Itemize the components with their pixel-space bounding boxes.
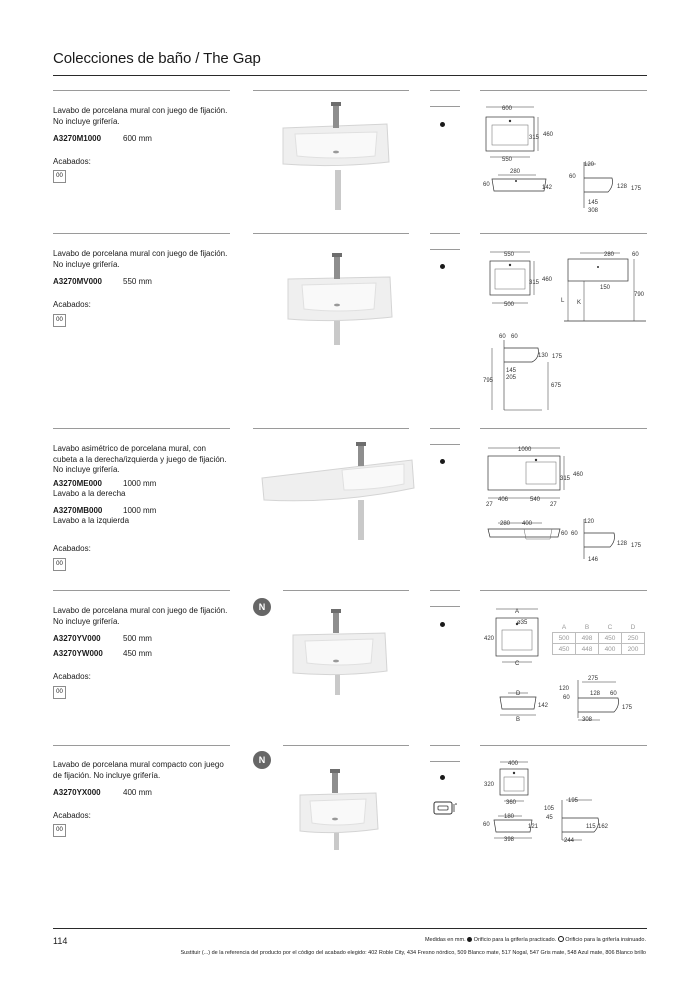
section-rule xyxy=(480,590,647,591)
dim-width-inner: 360 xyxy=(506,800,517,806)
washbasin-photo xyxy=(290,765,390,850)
page-title: Colecciones de baño / The Gap xyxy=(53,50,261,67)
product-description: Lavabo asimétrico de porcelana mural, con cubeta a la derecha/izquierda y juego de fijación. No incluye grifería. xyxy=(53,444,227,474)
section-rule xyxy=(253,233,409,234)
dim: 60 xyxy=(563,695,570,701)
dim-depth: 320 xyxy=(484,782,495,788)
dim: 244 xyxy=(564,838,575,844)
washbasin-photo xyxy=(280,245,400,345)
product-size: 600 mm xyxy=(123,134,152,143)
dim-a: A xyxy=(515,609,520,615)
product-variant-note: Lavabo a la izquierda xyxy=(53,516,130,525)
top-view-diagram xyxy=(478,103,558,163)
section-rule xyxy=(430,606,460,607)
section-rule xyxy=(53,745,230,746)
dim: 60 xyxy=(511,334,518,340)
product-description: Lavabo de porcelana mural compacto con juego de fijación. No incluye grifería. xyxy=(53,760,224,780)
product-size: 450 mm xyxy=(123,649,152,658)
finishes-label: Acabados: xyxy=(53,672,91,681)
dim-depth: 460 xyxy=(542,277,553,283)
dim: 150 xyxy=(600,285,611,291)
dim: 128 xyxy=(617,184,628,190)
table-cell: 498 xyxy=(576,633,599,644)
section-rule xyxy=(253,428,409,429)
legend-measures: Medidas en mm. xyxy=(424,937,466,943)
dim-width: 1000 xyxy=(518,447,532,453)
wall-mount-diagram xyxy=(560,247,650,327)
dim: 60 xyxy=(569,174,576,180)
product-code: A3270ME000 xyxy=(53,479,102,488)
dim: 540 xyxy=(530,497,541,503)
top-view-diagram xyxy=(482,604,552,668)
top-view-diagram xyxy=(482,757,542,809)
dim: 280 xyxy=(500,521,511,527)
dim: K xyxy=(577,300,582,306)
dim-holes: 280 xyxy=(510,169,521,175)
product-description: Lavabo de porcelana mural con juego de fijación. No incluye grifería. xyxy=(53,106,228,126)
tap-hole-drilled-icon xyxy=(440,264,445,269)
legend-filled: Orificio para la grifería practicado. xyxy=(473,937,557,943)
product-code-row xyxy=(53,134,152,144)
product-size: 1000 mm xyxy=(123,506,157,515)
dim: 128 xyxy=(617,541,628,547)
dim: 175 xyxy=(622,705,633,711)
dim: 121 xyxy=(528,824,539,830)
section-rule xyxy=(53,90,230,91)
dim-offset: 60 xyxy=(483,182,490,188)
product-code-row xyxy=(53,277,152,287)
dim: 145 xyxy=(506,368,517,374)
top-view-diagram xyxy=(480,442,584,508)
dim: 27 xyxy=(550,502,557,508)
dim: 790 xyxy=(634,292,645,298)
finish-swatch[interactable]: 00 xyxy=(53,686,66,699)
dim-width: 600 xyxy=(502,106,513,112)
product-code: A3270MB000 xyxy=(53,506,103,515)
section-rule xyxy=(53,428,230,429)
section-rule xyxy=(430,590,460,591)
dim: 27 xyxy=(486,502,493,508)
product-size: 1000 mm xyxy=(123,479,157,488)
dim: 130 xyxy=(538,353,549,359)
dim: 280 xyxy=(604,252,615,258)
legend-open: Orificio para la grifería insinuado. xyxy=(565,937,646,943)
dim: 675 xyxy=(551,383,562,389)
dim: 105 xyxy=(544,806,555,812)
dim-b: B xyxy=(516,717,521,723)
dim: 195 xyxy=(568,798,579,804)
dim-depth: 420 xyxy=(484,636,495,642)
table-cell: 250 xyxy=(622,633,645,644)
table-row xyxy=(553,644,645,655)
table-row xyxy=(553,633,645,644)
dim-width: 550 xyxy=(504,252,515,258)
product-code: A3270YV000 xyxy=(53,634,101,643)
dim: 308 xyxy=(588,208,599,214)
section-rule xyxy=(430,761,460,762)
section-rule xyxy=(430,249,460,250)
dim-hole: ø35 xyxy=(517,620,528,626)
washbasin-photo xyxy=(275,100,395,210)
table-cell: 200 xyxy=(622,644,645,655)
dim: 162 xyxy=(598,824,609,830)
dim: 128 xyxy=(590,691,601,697)
dim: 180 xyxy=(504,814,515,820)
product-code: A3270YX000 xyxy=(53,788,101,797)
dim: 308 xyxy=(582,717,593,723)
table-cell: 448 xyxy=(576,644,599,655)
dim: 406 xyxy=(498,497,509,503)
product-code: A3270MV000 xyxy=(53,277,102,286)
dimension-table xyxy=(552,622,645,655)
table-header: D xyxy=(630,623,636,631)
product-code-row xyxy=(53,634,152,644)
footer-rule xyxy=(53,928,647,929)
dim: 60 xyxy=(632,252,639,258)
product-variant-note: Lavabo a la derecha xyxy=(53,489,126,498)
dim: 142 xyxy=(538,703,549,709)
section-rule xyxy=(430,106,460,107)
dim: 60 xyxy=(499,334,506,340)
section-rule xyxy=(480,745,647,746)
legend xyxy=(425,936,646,943)
dim-c: C xyxy=(515,661,520,667)
dim-depth: 460 xyxy=(573,472,584,478)
front-view-diagram xyxy=(480,165,560,200)
finishes-label: Acabados: xyxy=(53,544,91,553)
dim-width: 400 xyxy=(508,761,519,767)
dim: 146 xyxy=(588,557,599,563)
finishes-label: Acabados: xyxy=(53,300,91,309)
section-rule xyxy=(283,745,409,746)
finishes-label: Acabados: xyxy=(53,157,91,166)
table-header: A xyxy=(561,623,567,631)
dim: 60 xyxy=(571,531,578,537)
dim: 175 xyxy=(631,186,642,192)
section-rule xyxy=(253,90,409,91)
product-size: 550 mm xyxy=(123,277,152,286)
dim: 60 xyxy=(610,691,617,697)
table-header: C xyxy=(607,623,613,631)
product-size: 400 mm xyxy=(123,788,152,797)
top-view-diagram xyxy=(478,247,558,309)
dim: 400 xyxy=(522,521,533,527)
product-code-row xyxy=(53,479,156,489)
finish-swatch[interactable]: 00 xyxy=(53,824,66,837)
table-cell: 500 xyxy=(553,633,576,644)
side-view-diagram xyxy=(542,794,642,846)
dim: 115 xyxy=(586,824,596,830)
dim: 120 xyxy=(559,686,570,692)
dim-height: 142 xyxy=(542,185,553,191)
section-rule xyxy=(430,233,460,234)
dim: 275 xyxy=(588,676,599,682)
table-header: B xyxy=(584,623,590,631)
finishes-label: Acabados: xyxy=(53,811,91,820)
dim-depth-inner: 315 xyxy=(529,280,540,286)
dim-width-inner: 550 xyxy=(502,157,513,163)
title-rule xyxy=(53,75,647,76)
product-code-row xyxy=(53,506,156,516)
washbasin-photo xyxy=(258,440,418,540)
finish-swatch[interactable]: 00 xyxy=(53,314,66,327)
section-rule xyxy=(430,90,460,91)
section-rule xyxy=(480,90,647,91)
open-dot-icon xyxy=(558,936,564,942)
tap-hole-drilled-icon xyxy=(440,122,445,127)
dim-depth: 460 xyxy=(543,132,554,138)
new-badge: N xyxy=(253,751,271,769)
dim: 60 xyxy=(483,822,490,828)
dim: 145 xyxy=(588,200,599,206)
product-code-row xyxy=(53,788,152,798)
product-description: Lavabo de porcelana mural con juego de fijación. No incluye grifería. xyxy=(53,606,228,626)
tap-hole-drilled-icon xyxy=(440,622,445,627)
finish-swatch[interactable]: 00 xyxy=(53,558,66,571)
page-number: 114 xyxy=(53,936,68,946)
dim: 60 xyxy=(561,531,568,537)
dim: 45 xyxy=(546,815,553,821)
dim: 175 xyxy=(552,354,563,360)
side-view-diagram xyxy=(558,672,648,724)
section-rule xyxy=(283,590,409,591)
filled-dot-icon xyxy=(467,937,472,942)
dim: 205 xyxy=(506,375,517,381)
section-rule xyxy=(480,428,647,429)
tap-hole-drilled-icon xyxy=(440,459,445,464)
dim: 398 xyxy=(504,837,515,843)
front-view-diagram xyxy=(484,515,574,545)
dim: L xyxy=(561,298,565,304)
dim-depth-inner: 315 xyxy=(560,476,571,482)
dim-depth-inner: 315 xyxy=(529,135,540,141)
section-rule xyxy=(53,590,230,591)
section-rule xyxy=(430,745,460,746)
dim: 175 xyxy=(631,543,642,549)
section-rule xyxy=(480,233,647,234)
dim: 795 xyxy=(483,378,494,384)
dim-d: D xyxy=(516,691,521,697)
product-description: Lavabo de porcelana mural con juego de fijación. No incluye grifería. xyxy=(53,249,228,269)
front-view-diagram xyxy=(496,685,556,723)
dim-width-inner: 500 xyxy=(504,302,515,308)
table-cell: 450 xyxy=(553,644,576,655)
product-code: A3270M1000 xyxy=(53,134,102,143)
section-rule xyxy=(430,444,460,445)
product-size: 500 mm xyxy=(123,634,152,643)
table-cell: 450 xyxy=(599,633,622,644)
side-view-diagram xyxy=(566,158,646,216)
product-code-row xyxy=(53,649,152,659)
dim: 120 xyxy=(584,519,595,525)
section-rule xyxy=(53,233,230,234)
dim: 120 xyxy=(584,162,595,168)
finish-swatch[interactable]: 00 xyxy=(53,170,66,183)
washbasin-photo xyxy=(285,605,395,695)
section-rule xyxy=(430,428,460,429)
tap-hole-drilled-icon xyxy=(440,775,445,780)
footnote: Sustituir (...) de la referencia del producto por el código del acabado elegido: 402 Roble City, 434 Fresno nórdico, 509 Blanco mate, 517 Nogal, 547 Gris mate, 548 Azul mate, 806 Blanco brillo xyxy=(180,950,646,956)
side-view-diagram xyxy=(566,515,646,565)
product-code: A3270YW000 xyxy=(53,649,103,658)
towel-rail-icon xyxy=(433,800,459,816)
new-badge: N xyxy=(253,598,271,616)
table-cell: 400 xyxy=(599,644,622,655)
side-view-diagram xyxy=(482,330,572,415)
